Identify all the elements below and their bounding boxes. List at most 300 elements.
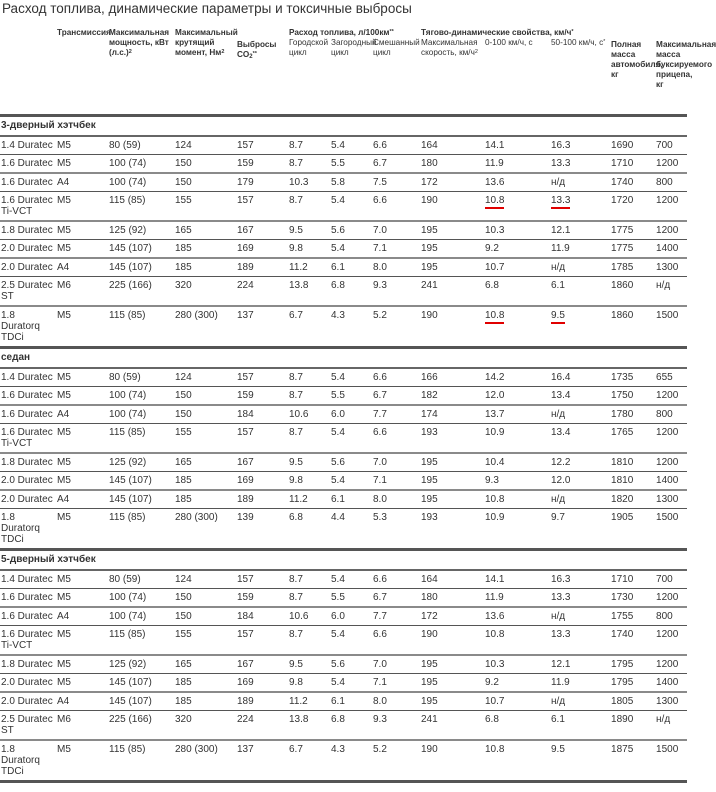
- acc-0-100-cell: 14.1: [484, 136, 550, 155]
- power-cell: 225 (166): [108, 277, 174, 307]
- co2-cell: 137: [236, 740, 288, 782]
- vmax-cell: 193: [420, 424, 484, 454]
- tow-mass-cell: 1200: [655, 387, 687, 406]
- vmax-cell: 195: [420, 655, 484, 674]
- torque-cell: 185: [174, 472, 236, 491]
- transmission-cell: A4: [56, 490, 108, 509]
- acc-50-100-cell: 6.1: [550, 277, 610, 307]
- engine-cell: 1.4 Duratec: [0, 570, 56, 589]
- highway-cell: 4.4: [330, 509, 372, 550]
- city-cell: 8.7: [288, 570, 330, 589]
- transmission-cell: A4: [56, 405, 108, 424]
- transmission-cell: M5: [56, 740, 108, 782]
- torque-cell: 280 (300): [174, 306, 236, 348]
- transmission-cell: M5: [56, 509, 108, 550]
- co2-cell: 224: [236, 711, 288, 741]
- section-header: [0, 117, 687, 136]
- power-cell: 145 (107): [108, 472, 174, 491]
- table-row: [0, 453, 687, 472]
- city-cell: 8.7: [288, 626, 330, 656]
- power-cell: 115 (85): [108, 192, 174, 222]
- col-tow-mass-header: Максимальная масса буксируемого прицепа, кг: [656, 40, 716, 89]
- gross-mass-cell: 1730: [610, 589, 655, 608]
- acc-50-100-cell: 6.1: [550, 711, 610, 741]
- engine-cell: 1.6 Duratec: [0, 387, 56, 406]
- vmax-cell: 174: [420, 405, 484, 424]
- table-row: [0, 155, 687, 174]
- table-row: [0, 277, 687, 307]
- tow-mass-cell: 1200: [655, 626, 687, 656]
- combined-cell: 6.6: [372, 192, 420, 222]
- engine-cell: 1.4 Duratec: [0, 368, 56, 387]
- combined-cell: 7.0: [372, 221, 420, 240]
- vmax-cell: 190: [420, 740, 484, 782]
- col-acc-0-100-header: 0-100 км/ч, с: [485, 38, 533, 47]
- torque-cell: 150: [174, 173, 236, 192]
- highway-cell: 5.4: [330, 192, 372, 222]
- torque-cell: 165: [174, 655, 236, 674]
- torque-cell: 320: [174, 277, 236, 307]
- tow-mass-cell: 700: [655, 136, 687, 155]
- gross-mass-cell: 1775: [610, 240, 655, 259]
- torque-cell: 150: [174, 155, 236, 174]
- transmission-cell: M5: [56, 655, 108, 674]
- tow-mass-cell: 1300: [655, 490, 687, 509]
- acc-0-100-cell: 10.8: [484, 626, 550, 656]
- power-cell: 100 (74): [108, 155, 174, 174]
- tow-mass-cell: 1200: [655, 453, 687, 472]
- table-row: [0, 405, 687, 424]
- combined-cell: 7.1: [372, 240, 420, 259]
- tow-mass-cell: 1200: [655, 221, 687, 240]
- torque-cell: 150: [174, 607, 236, 626]
- city-cell: 8.7: [288, 589, 330, 608]
- engine-cell: 2.0 Duratec: [0, 258, 56, 277]
- vmax-cell: 190: [420, 306, 484, 348]
- transmission-cell: A4: [56, 258, 108, 277]
- acc-50-100-cell: 16.3: [550, 136, 610, 155]
- acc-0-100-cell: 10.4: [484, 453, 550, 472]
- city-cell: 9.5: [288, 655, 330, 674]
- table-row: [0, 674, 687, 693]
- tow-mass-cell: 1300: [655, 692, 687, 711]
- engine-cell: 1.6 Duratec: [0, 607, 56, 626]
- engine-cell: 1.6 Duratec: [0, 155, 56, 174]
- acc-0-100-cell: 6.8: [484, 711, 550, 741]
- table-row: [0, 692, 687, 711]
- combined-cell: 7.7: [372, 607, 420, 626]
- torque-cell: 185: [174, 674, 236, 693]
- table-row: [0, 387, 687, 406]
- transmission-cell: A4: [56, 607, 108, 626]
- acc-50-100-cell: 9.7: [550, 509, 610, 550]
- combined-cell: 6.6: [372, 136, 420, 155]
- tow-mass-cell: н/д: [655, 277, 687, 307]
- co2-cell: 157: [236, 424, 288, 454]
- table-row: [0, 424, 687, 454]
- highway-cell: 5.6: [330, 221, 372, 240]
- tow-mass-cell: 800: [655, 607, 687, 626]
- highlighted-value: 10.8: [485, 310, 504, 324]
- acc-0-100-cell: 6.8: [484, 277, 550, 307]
- gross-mass-cell: 1905: [610, 509, 655, 550]
- vmax-cell: 172: [420, 607, 484, 626]
- city-cell: 11.2: [288, 490, 330, 509]
- co2-cell: 189: [236, 692, 288, 711]
- tow-mass-cell: 1500: [655, 509, 687, 550]
- torque-cell: 124: [174, 570, 236, 589]
- acc-50-100-cell: 12.1: [550, 655, 610, 674]
- table-row: [0, 589, 687, 608]
- co2-cell: 169: [236, 240, 288, 259]
- transmission-cell: M5: [56, 387, 108, 406]
- city-cell: 9.5: [288, 453, 330, 472]
- transmission-cell: M5: [56, 192, 108, 222]
- col-co2-header: Выбросы CO2**: [237, 40, 277, 60]
- gross-mass-cell: 1710: [610, 570, 655, 589]
- co2-cell: 184: [236, 607, 288, 626]
- tow-mass-cell: 700: [655, 570, 687, 589]
- power-cell: 115 (85): [108, 740, 174, 782]
- power-cell: 125 (92): [108, 655, 174, 674]
- col-transmission-header: Трансмиссия: [57, 28, 111, 37]
- acc-0-100-cell: 10.3: [484, 221, 550, 240]
- transmission-cell: A4: [56, 692, 108, 711]
- gross-mass-cell: 1860: [610, 277, 655, 307]
- table-row: [0, 368, 687, 387]
- table-row: [0, 306, 687, 348]
- transmission-cell: M5: [56, 155, 108, 174]
- co2-cell: 179: [236, 173, 288, 192]
- acc-50-100-cell: 13.4: [550, 424, 610, 454]
- acc-50-100-cell: [550, 192, 610, 222]
- col-highway-header: Загородный цикл: [331, 38, 377, 57]
- co2-cell: 157: [236, 626, 288, 656]
- highlighted-value: 9.5: [551, 310, 565, 324]
- vmax-cell: 166: [420, 368, 484, 387]
- acc-50-100-cell: н/д: [550, 692, 610, 711]
- co2-cell: 159: [236, 155, 288, 174]
- table-row: [0, 711, 687, 741]
- engine-cell: 2.0 Duratec: [0, 692, 56, 711]
- acc-50-100-cell: 11.9: [550, 674, 610, 693]
- combined-cell: 6.7: [372, 387, 420, 406]
- power-cell: 145 (107): [108, 692, 174, 711]
- power-cell: 115 (85): [108, 424, 174, 454]
- transmission-cell: M5: [56, 674, 108, 693]
- power-cell: 100 (74): [108, 607, 174, 626]
- power-cell: 145 (107): [108, 258, 174, 277]
- table-row: [0, 192, 687, 222]
- combined-cell: 7.5: [372, 173, 420, 192]
- torque-cell: 150: [174, 387, 236, 406]
- city-cell: 8.7: [288, 387, 330, 406]
- co2-cell: 157: [236, 192, 288, 222]
- col-vmax-header: Максимальная скорость, $км/ч^2$: [421, 38, 478, 57]
- acc-0-100-cell: 9.2: [484, 240, 550, 259]
- acc-0-100-cell: 13.7: [484, 405, 550, 424]
- vmax-cell: 182: [420, 387, 484, 406]
- torque-cell: 185: [174, 490, 236, 509]
- engine-cell: 1.8 Duratorq TDCi: [0, 509, 56, 550]
- acc-50-100-cell: 13.3: [550, 626, 610, 656]
- power-cell: 100 (74): [108, 589, 174, 608]
- highway-cell: 5.4: [330, 136, 372, 155]
- tow-mass-cell: 1200: [655, 589, 687, 608]
- vmax-cell: 180: [420, 589, 484, 608]
- torque-cell: 165: [174, 221, 236, 240]
- highway-cell: 5.6: [330, 655, 372, 674]
- city-cell: 9.8: [288, 472, 330, 491]
- acc-0-100-cell: 13.6: [484, 173, 550, 192]
- highway-cell: 5.4: [330, 674, 372, 693]
- city-cell: 9.8: [288, 674, 330, 693]
- co2-cell: 169: [236, 472, 288, 491]
- tow-mass-cell: 1500: [655, 306, 687, 348]
- table-row: [0, 626, 687, 656]
- transmission-cell: M5: [56, 453, 108, 472]
- vmax-cell: 164: [420, 136, 484, 155]
- gross-mass-cell: 1720: [610, 192, 655, 222]
- co2-cell: 157: [236, 136, 288, 155]
- transmission-cell: A4: [56, 173, 108, 192]
- transmission-cell: M6: [56, 277, 108, 307]
- combined-cell: 7.0: [372, 453, 420, 472]
- highway-cell: 4.3: [330, 740, 372, 782]
- city-cell: 6.7: [288, 740, 330, 782]
- highway-cell: 6.8: [330, 711, 372, 741]
- co2-cell: 169: [236, 674, 288, 693]
- vmax-cell: 195: [420, 472, 484, 491]
- torque-cell: 185: [174, 240, 236, 259]
- vmax-cell: 195: [420, 490, 484, 509]
- acc-0-100-cell: [484, 192, 550, 222]
- vmax-cell: 195: [420, 453, 484, 472]
- table-row: [0, 570, 687, 589]
- tow-mass-cell: 1200: [655, 424, 687, 454]
- table-row: [0, 509, 687, 550]
- tow-mass-cell: 1400: [655, 240, 687, 259]
- acc-50-100-cell: 12.2: [550, 453, 610, 472]
- power-cell: 80 (59): [108, 368, 174, 387]
- engine-cell: 2.0 Duratec: [0, 472, 56, 491]
- combined-cell: 6.6: [372, 570, 420, 589]
- table-row: [0, 258, 687, 277]
- power-cell: 100 (74): [108, 173, 174, 192]
- acc-50-100-cell: 13.4: [550, 387, 610, 406]
- highway-cell: 6.1: [330, 258, 372, 277]
- vmax-cell: 190: [420, 626, 484, 656]
- highlighted-value: 13.3: [551, 195, 570, 209]
- section-title: 5-дверный хэтчбек: [0, 550, 687, 571]
- gross-mass-cell: 1890: [610, 711, 655, 741]
- vmax-cell: 164: [420, 570, 484, 589]
- table-row: [0, 490, 687, 509]
- tow-mass-cell: 1200: [655, 192, 687, 222]
- engine-cell: 2.0 Duratec: [0, 240, 56, 259]
- table-row: [0, 173, 687, 192]
- section-title: седан: [0, 348, 687, 369]
- power-cell: 80 (59): [108, 570, 174, 589]
- engine-cell: 1.8 Duratec: [0, 453, 56, 472]
- table-row: [0, 136, 687, 155]
- power-cell: 145 (107): [108, 490, 174, 509]
- highway-cell: 5.5: [330, 589, 372, 608]
- power-cell: 125 (92): [108, 221, 174, 240]
- combined-cell: 6.7: [372, 155, 420, 174]
- acc-50-100-cell: 13.3: [550, 155, 610, 174]
- col-torque-header: Максимальный крутящий момент, $Нм^2$: [175, 28, 238, 57]
- vmax-cell: 190: [420, 192, 484, 222]
- tow-mass-cell: 655: [655, 368, 687, 387]
- city-cell: 11.2: [288, 692, 330, 711]
- acc-50-100-cell: [550, 306, 610, 348]
- acc-50-100-cell: 12.1: [550, 221, 610, 240]
- combined-cell: 5.3: [372, 509, 420, 550]
- transmission-cell: M5: [56, 424, 108, 454]
- power-cell: 145 (107): [108, 674, 174, 693]
- transmission-cell: M5: [56, 306, 108, 348]
- transmission-cell: M6: [56, 711, 108, 741]
- tow-mass-cell: 1500: [655, 740, 687, 782]
- transmission-cell: M5: [56, 136, 108, 155]
- torque-cell: 320: [174, 711, 236, 741]
- table-row: [0, 240, 687, 259]
- engine-cell: 1.6 Duratec Ti-VCT: [0, 626, 56, 656]
- engine-cell: 1.8 Duratorq TDCi: [0, 306, 56, 348]
- gross-mass-cell: 1690: [610, 136, 655, 155]
- tow-mass-cell: 1400: [655, 472, 687, 491]
- table-row: [0, 655, 687, 674]
- vmax-cell: 241: [420, 711, 484, 741]
- torque-cell: 155: [174, 424, 236, 454]
- city-cell: 13.8: [288, 711, 330, 741]
- combined-cell: 6.6: [372, 368, 420, 387]
- combined-cell: 7.1: [372, 472, 420, 491]
- highway-cell: 5.4: [330, 626, 372, 656]
- engine-cell: 2.5 Duratec ST: [0, 277, 56, 307]
- city-cell: 13.8: [288, 277, 330, 307]
- engine-cell: 1.8 Duratorq TDCi: [0, 740, 56, 782]
- combined-cell: 5.2: [372, 306, 420, 348]
- city-cell: 10.6: [288, 607, 330, 626]
- power-cell: 115 (85): [108, 626, 174, 656]
- torque-cell: 185: [174, 692, 236, 711]
- combined-cell: 9.3: [372, 277, 420, 307]
- vmax-cell: 195: [420, 258, 484, 277]
- acc-50-100-cell: н/д: [550, 258, 610, 277]
- highway-cell: 5.4: [330, 424, 372, 454]
- col-engine-header: [0, 26, 56, 116]
- torque-cell: 150: [174, 589, 236, 608]
- vmax-cell: 241: [420, 277, 484, 307]
- transmission-cell: M5: [56, 626, 108, 656]
- co2-cell: 189: [236, 258, 288, 277]
- highway-cell: 6.1: [330, 692, 372, 711]
- engine-cell: 1.4 Duratec: [0, 136, 56, 155]
- acc-0-100-cell: 14.2: [484, 368, 550, 387]
- col-gross-mass-header: Полная масса автомобиля, кг: [611, 40, 663, 79]
- vmax-cell: 172: [420, 173, 484, 192]
- gross-mass-cell: 1750: [610, 387, 655, 406]
- gross-mass-cell: 1805: [610, 692, 655, 711]
- transmission-cell: M5: [56, 570, 108, 589]
- power-cell: 100 (74): [108, 387, 174, 406]
- acc-50-100-cell: н/д: [550, 173, 610, 192]
- page-title: Расход топлива, динамические параметры и токсичные выбросы: [2, 1, 412, 16]
- table-row: [0, 472, 687, 491]
- table-header: [0, 26, 716, 117]
- city-cell: 6.8: [288, 509, 330, 550]
- tow-mass-cell: 800: [655, 173, 687, 192]
- acc-0-100-cell: 10.8: [484, 490, 550, 509]
- vmax-cell: 195: [420, 221, 484, 240]
- section-title: 3-дверный хэтчбек: [0, 117, 687, 136]
- acc-0-100-cell: 14.1: [484, 570, 550, 589]
- co2-cell: 224: [236, 277, 288, 307]
- gross-mass-cell: 1775: [610, 221, 655, 240]
- combined-cell: 8.0: [372, 258, 420, 277]
- city-cell: 10.3: [288, 173, 330, 192]
- engine-cell: 2.0 Duratec: [0, 674, 56, 693]
- highlighted-value: 10.8: [485, 195, 504, 209]
- highway-cell: 6.0: [330, 405, 372, 424]
- highway-cell: 6.0: [330, 607, 372, 626]
- col-combined-header: Смешанный цикл: [373, 38, 420, 57]
- co2-cell: 167: [236, 221, 288, 240]
- power-cell: 225 (166): [108, 711, 174, 741]
- co2-cell: 167: [236, 655, 288, 674]
- highway-cell: 5.5: [330, 155, 372, 174]
- highway-cell: 4.3: [330, 306, 372, 348]
- combined-cell: 7.1: [372, 674, 420, 693]
- co2-cell: 137: [236, 306, 288, 348]
- co2-cell: 159: [236, 387, 288, 406]
- highway-cell: 5.6: [330, 453, 372, 472]
- city-cell: 9.8: [288, 240, 330, 259]
- engine-cell: 1.8 Duratec: [0, 221, 56, 240]
- co2-cell: 159: [236, 589, 288, 608]
- torque-cell: 150: [174, 405, 236, 424]
- highway-cell: 5.5: [330, 387, 372, 406]
- co2-cell: 157: [236, 368, 288, 387]
- city-cell: 8.7: [288, 136, 330, 155]
- city-cell: 10.6: [288, 405, 330, 424]
- vmax-cell: 195: [420, 674, 484, 693]
- group-dynamics-header: Тягово-динамические свойства, км/ч*: [421, 28, 574, 37]
- city-cell: 8.7: [288, 155, 330, 174]
- combined-cell: 8.0: [372, 692, 420, 711]
- acc-50-100-cell: 9.5: [550, 740, 610, 782]
- city-cell: 8.7: [288, 424, 330, 454]
- engine-cell: 1.6 Duratec Ti-VCT: [0, 192, 56, 222]
- tow-mass-cell: 1200: [655, 155, 687, 174]
- power-cell: 115 (85): [108, 509, 174, 550]
- acc-0-100-cell: 10.9: [484, 424, 550, 454]
- combined-cell: 9.3: [372, 711, 420, 741]
- transmission-cell: M5: [56, 221, 108, 240]
- torque-cell: 155: [174, 626, 236, 656]
- acc-0-100-cell: 10.3: [484, 655, 550, 674]
- acc-0-100-cell: 10.9: [484, 509, 550, 550]
- gross-mass-cell: 1820: [610, 490, 655, 509]
- specs-table: [0, 26, 716, 783]
- gross-mass-cell: 1710: [610, 155, 655, 174]
- acc-0-100-cell: 9.3: [484, 472, 550, 491]
- co2-cell: 167: [236, 453, 288, 472]
- acc-50-100-cell: н/д: [550, 405, 610, 424]
- power-cell: 100 (74): [108, 405, 174, 424]
